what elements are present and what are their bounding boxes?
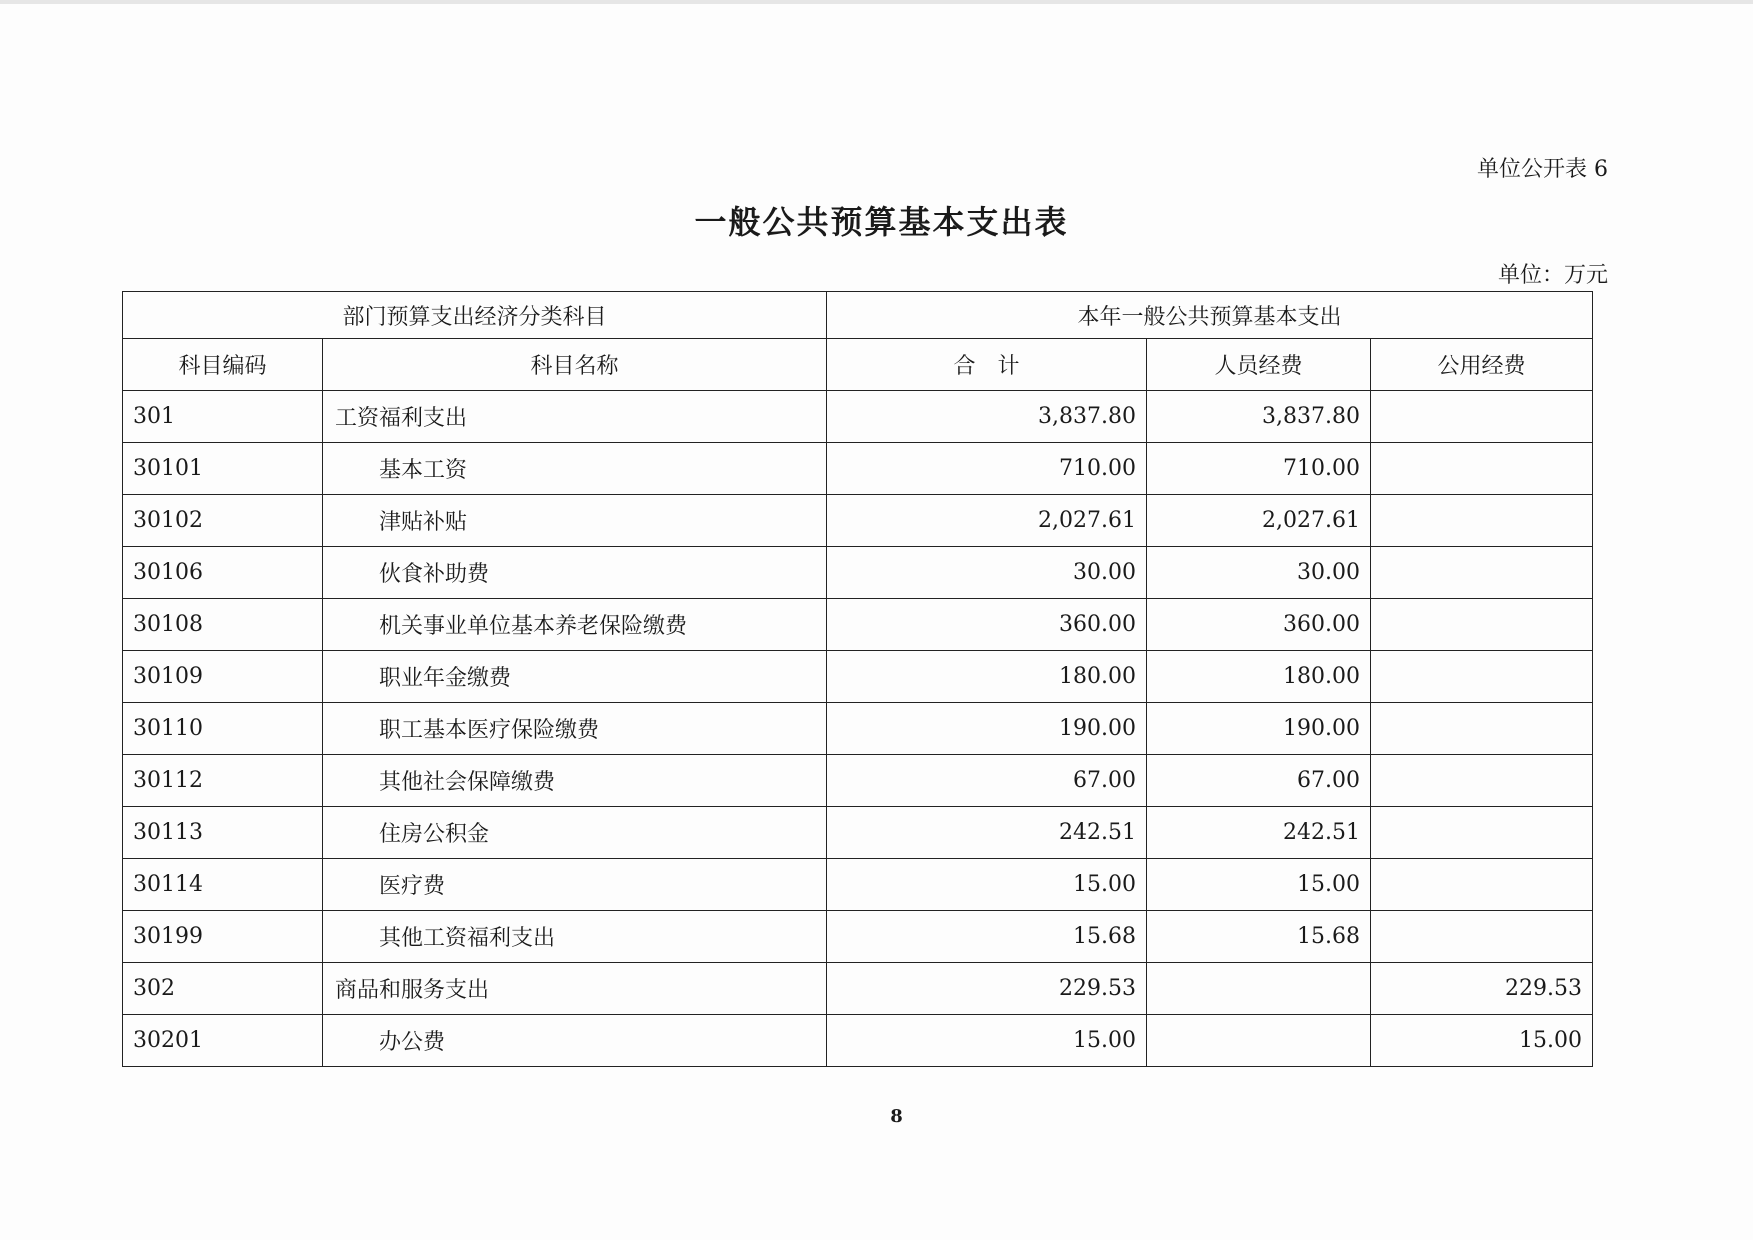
cell-name: 办公费 [323,1015,827,1067]
table-row [123,443,1593,495]
cell-public: 15.00 [1371,1015,1593,1067]
cell-public: 229.53 [1371,963,1593,1015]
cell-personnel: 2,027.61 [1147,495,1371,547]
cell-name: 其他社会保障缴费 [323,755,827,807]
cell-code: 30101 [123,443,323,495]
cell-total: 229.53 [827,963,1147,1015]
column-header-name: 科目名称 [323,339,827,391]
table-row [123,911,1593,963]
cell-name: 职工基本医疗保险缴费 [323,703,827,755]
cell-name: 其他工资福利支出 [323,911,827,963]
cell-total: 360.00 [827,599,1147,651]
scan-edge [0,0,1753,4]
cell-name: 工资福利支出 [323,391,827,443]
column-header-code: 科目编码 [123,339,323,391]
cell-name: 机关事业单位基本养老保险缴费 [323,599,827,651]
cell-public [1371,547,1593,599]
cell-personnel: 15.00 [1147,859,1371,911]
cell-code: 30102 [123,495,323,547]
cell-public [1371,599,1593,651]
cell-code: 30108 [123,599,323,651]
cell-total: 2,027.61 [827,495,1147,547]
table-row [123,755,1593,807]
cell-personnel: 15.68 [1147,911,1371,963]
cell-public [1371,651,1593,703]
cell-total: 15.00 [827,1015,1147,1067]
cell-code: 302 [123,963,323,1015]
cell-public [1371,911,1593,963]
group-header-expenditure: 本年一般公共预算基本支出 [827,292,1593,339]
cell-name: 住房公积金 [323,807,827,859]
cell-name: 职业年金缴费 [323,651,827,703]
cell-code: 30112 [123,755,323,807]
table-row [123,963,1593,1015]
unit-label: 单位：万元 [1497,263,1608,288]
cell-name: 医疗费 [323,859,827,911]
table-row [123,651,1593,703]
cell-total: 190.00 [827,703,1147,755]
cell-public [1371,443,1593,495]
cell-personnel: 190.00 [1147,703,1371,755]
cell-personnel: 30.00 [1147,547,1371,599]
cell-public [1371,703,1593,755]
cell-code: 30113 [123,807,323,859]
group-header-row [123,292,1593,339]
table-row [123,599,1593,651]
table-row [123,495,1593,547]
column-header-total: 合 计 [827,339,1147,391]
cell-total: 242.51 [827,807,1147,859]
cell-code: 30110 [123,703,323,755]
cell-code: 30109 [123,651,323,703]
cell-personnel: 180.00 [1147,651,1371,703]
cell-public [1371,807,1593,859]
cell-code: 30114 [123,859,323,911]
cell-name: 伙食补助费 [323,547,827,599]
table-row [123,1015,1593,1067]
cell-total: 15.00 [827,859,1147,911]
column-header-row [123,339,1593,391]
table-row [123,703,1593,755]
cell-personnel: 3,837.80 [1147,391,1371,443]
table-row [123,807,1593,859]
cell-public [1371,495,1593,547]
cell-total: 3,837.80 [827,391,1147,443]
cell-code: 30199 [123,911,323,963]
cell-public [1371,859,1593,911]
column-header-public: 公用经费 [1371,339,1593,391]
cell-code: 30106 [123,547,323,599]
cell-name: 津贴补贴 [323,495,827,547]
cell-public [1371,755,1593,807]
cell-total: 710.00 [827,443,1147,495]
table-row [123,547,1593,599]
table-row [123,859,1593,911]
cell-personnel: 360.00 [1147,599,1371,651]
cell-personnel [1147,1015,1371,1067]
cell-personnel: 67.00 [1147,755,1371,807]
budget-table [122,291,1593,1067]
page-title: 一般公共预算基本支出表 [694,203,1069,241]
cell-name: 商品和服务支出 [323,963,827,1015]
column-header-personnel: 人员经费 [1147,339,1371,391]
page-number: 8 [890,1106,903,1127]
cell-personnel [1147,963,1371,1015]
cell-code: 30201 [123,1015,323,1067]
table-row [123,391,1593,443]
cell-total: 15.68 [827,911,1147,963]
group-header-classification: 部门预算支出经济分类科目 [123,292,827,339]
cell-personnel: 710.00 [1147,443,1371,495]
cell-total: 67.00 [827,755,1147,807]
cell-public [1371,391,1593,443]
cell-total: 30.00 [827,547,1147,599]
form-id: 单位公开表 6 [1477,157,1608,182]
cell-code: 301 [123,391,323,443]
cell-name: 基本工资 [323,443,827,495]
cell-total: 180.00 [827,651,1147,703]
cell-personnel: 242.51 [1147,807,1371,859]
